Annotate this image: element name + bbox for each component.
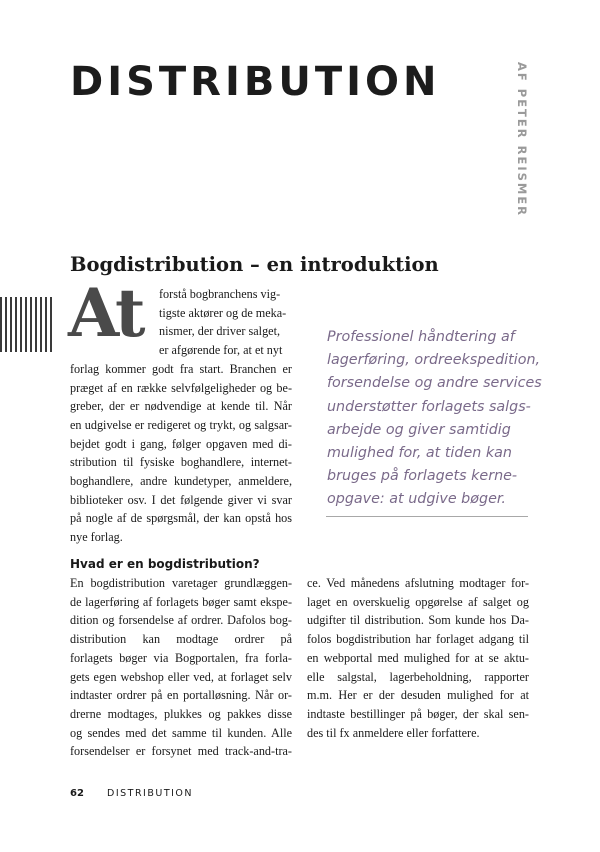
col2-line-8: des til fx anmeldere eller forfattere. xyxy=(307,725,480,740)
intro-line-2: nismer, der driver salget, xyxy=(159,324,281,339)
pull-quote-rule xyxy=(326,516,528,517)
section-heading: Hvad er en bogdistribution? xyxy=(70,557,260,571)
col1-line-0: En bogdistribution varetager grundlæggen- xyxy=(70,576,292,590)
col1-line-1: de lagerføring af forlagets bøger samt ekspe- xyxy=(70,594,292,609)
intro-line-6: greber, der er nødvendige at kende til. Når xyxy=(70,399,292,414)
col1-line-5: gets egen webshop eller ved, at forlaget selv xyxy=(70,669,292,684)
col1-line-6: indtaster ordrer på en portalløsning. Når or- xyxy=(70,688,292,703)
col1-line-9: forsendelser er forsynet med track-and-tra- xyxy=(70,744,292,759)
intro-line-0: forstå bogbranchens vig- xyxy=(159,287,281,301)
pullquote-line-6: bruges på forlagets kerne- xyxy=(327,468,518,485)
col1-line-2: dition og forsendelse af ordrer. Dafolos bog- xyxy=(70,613,292,628)
intro-line-3: er afgørende for, at et nyt xyxy=(159,343,283,358)
col2-line-4: en webportal med mulighed for at se aktu- xyxy=(307,650,529,665)
intro-line-13: nye forlag. xyxy=(70,530,123,545)
intro-line-11: biblioteker osv. I det følgende giver vi svar xyxy=(70,492,292,507)
pullquote-line-3: understøtter forlagets salgs- xyxy=(327,398,531,415)
chapter-title: DISTRIBUTION xyxy=(70,59,441,105)
col2-line-1: laget en overskuelig opgørelse af salget og xyxy=(307,594,529,609)
col2-line-0: ce. Ved månedens afslutning modtager for- xyxy=(307,576,529,590)
col2-line-6: m.m. Her er der desuden mulighed for at xyxy=(307,688,529,703)
col1-line-8: og sendes med det samme til kunden. Alle xyxy=(70,725,292,740)
intro-line-8: bejdet godt i gang, følger opgaven med di- xyxy=(70,436,292,451)
col2-line-2: udgifter til distribution. Som kunde hos Da- xyxy=(307,613,529,628)
intro-line-1: tigste aktører og de meka- xyxy=(159,305,287,320)
pullquote-line-7: opgave: at udgive bøger. xyxy=(327,491,506,508)
intro-line-4: forlag kommer godt fra start. Branchen er xyxy=(70,361,292,376)
page-number: 62 xyxy=(70,788,84,799)
intro-line-7: en udgivelse er redigeret og trykt, og salgsar- xyxy=(70,417,292,432)
author-byline: AF PETER REISMER xyxy=(515,62,529,218)
intro-line-5: præget af en række selvfølgeligheder og be- xyxy=(70,380,292,395)
intro-line-12: på nogle af de spørgsmål, der kan opstå hos xyxy=(70,511,292,526)
col1-line-3: distribution kan modtage ordrer på xyxy=(70,632,292,647)
intro-line-10: boghandlere, andre kundetyper, anmeldere, xyxy=(70,474,292,488)
col2-line-7: indtaste bestillinger på bøger, der skal sen- xyxy=(307,706,529,721)
col2-line-5: elle salgstal, lagerbeholdning, rapporter xyxy=(307,669,529,684)
running-footer: DISTRIBUTION xyxy=(107,788,194,799)
intro-line-9: stribution til fysiske boghandlere, internet- xyxy=(70,455,292,470)
pullquote-line-2: forsendelse og andre services xyxy=(327,375,542,392)
pullquote-line-1: lagerføring, ordreekspedition, xyxy=(327,352,541,369)
col1-line-7: drerne modtages, plukkes og pakkes disse xyxy=(70,706,292,721)
col2-line-3: folos bogdistribution har forlaget adgang til xyxy=(307,632,529,647)
decorative-stripes xyxy=(0,297,56,352)
article-subtitle: Bogdistribution – en introduktion xyxy=(70,253,439,276)
pullquote-line-0: Professionel håndtering af xyxy=(327,329,515,345)
drop-cap: At xyxy=(68,274,143,352)
col1-line-4: forlagets bøger via Bogportalen, fra forla- xyxy=(70,650,292,665)
pullquote-line-5: mulighed for, at tiden kan xyxy=(327,445,512,461)
pullquote-line-4: arbejde og giver samtidig xyxy=(327,421,511,438)
